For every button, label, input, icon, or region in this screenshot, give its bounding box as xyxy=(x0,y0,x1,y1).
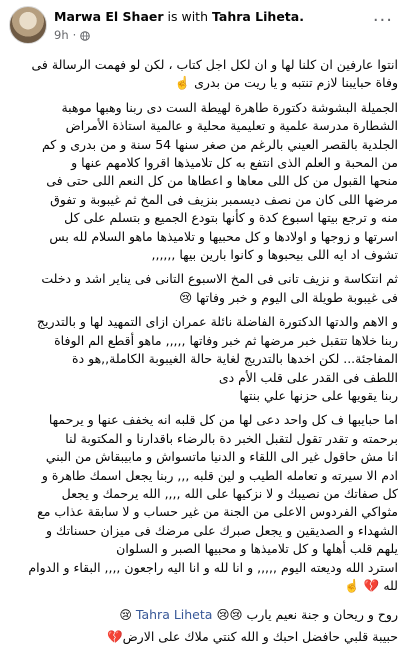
post-paragraph: و الاهم والدتها الدكتورة الفاضلة نائلة عمران ازاى التمهيد لها و بالتدريج ربنا خلاها تتقبل خبر مرضها ثم خبر وفاتها ,,,,, ماهو أقطع الم الوفاة المفاجئة... لكن اخدها بالتدريج لغاية حالة الغيبوبة الكاملة,,هو دة اللطف فى القدر على قلب الأم دى ربنا يقويها على حزنها علي بنتها xyxy=(36,314,398,403)
tagged-user[interactable]: Tahra Liheta. xyxy=(211,9,304,24)
post-paragraph: اما حبايبها ف كل واحد دعى لها من كل قلبه انه يخفف عنها و يرحمها برحمته و تقدر تقول لتقبل الخبر دة بالرضاء باقدارنا و المكتوبة لنا انا مش حاقول غير الى اللقاء و الدنيا ماتسواش و مابيبقاش من البني ادم الا سيرته و تعامله الطيب و لين قلبه ,,, ربنا يجعل اسمك طاهرة و كل صفاتك من نصيبك و لا نزكيها على الله ,,,, الله يرحمك و يجعل مثواكي الفردوس الاعلى من الجنة من غير حساب و لا سابقة عذاب مع الشهداء و الصديقين و يجعل صبرك على مرضك فى ميزان حسناتك و يلهم قلب أهلها و كل تلاميذها و محبيها الصبر و السلوان استرد الله وديعته اليوم ,,,,, و انا لله و انا اليه راجعون ,,,, البقاء و الدوام لله 💔 ☝️ xyxy=(28,412,398,593)
mention-link[interactable]: Tahra Liheta xyxy=(135,607,213,622)
globe-icon xyxy=(80,30,90,40)
post-header xyxy=(0,0,405,54)
more-options-icon[interactable]: ··· xyxy=(372,10,393,31)
author-line xyxy=(54,9,304,24)
post-paragraph: ثم انتكاسة و نزيف تانى فى المخ الاسبوع التانى فى يناير اشد و دخلت فى غيبوبة طويلة الى اليوم و خبر وفاتها 😢 xyxy=(41,271,398,305)
comment-text: روح و ريحان و جنة نعيم يارب 😢😢 xyxy=(216,607,398,622)
post-time[interactable]: 9h xyxy=(54,28,69,42)
comment-text: حبيبة قلبي حافضل احبك و الله كنتي ملاك على الارض💔 xyxy=(107,629,398,644)
with-connector: is with xyxy=(167,9,208,24)
author-name[interactable]: Marwa El Shaer xyxy=(54,9,164,24)
post-paragraph: انتوا عارفين ان كلنا لها و ان لكل اجل كتاب ، لكن لو فهمت الرسالة فى وفاة حبايبنا لازم تنتبه و يا ريت من بدرى ☝️ xyxy=(31,57,398,91)
post-meta xyxy=(54,28,90,42)
comment-line xyxy=(6,606,398,624)
post-text xyxy=(6,56,398,595)
crying-emoji: 😢 xyxy=(119,608,132,622)
meta-dot: · xyxy=(72,28,77,42)
author-avatar[interactable] xyxy=(9,6,47,44)
comment-line xyxy=(6,628,398,646)
post-paragraph: الجميلة البشوشة دكتورة طاهرة لهيطة الست دى ربنا وهبها موهبة الشطارة مدرسة علمية و تعليمية محلية و عالمية استاذة الأمراض الجلدية بالقصر العيني بالرغم من صغر سنها 54 سنة و من بدرى و كم من المحبة و العلم الذى انتفع به كل تلاميذها اقروا كلامهم عنها و منحها القبول من كل اللى معاها و اعطاها من كل النعم اللى حتى فى مرضها اللى كان من نصف ديسمبر بنزيف فى المخ ثم غيبوبة و تفوق منه و ترجع بيتها اسبوع كدة و كأنها بتودع الجميع و بتسلم على كل اسرتها و زوجها و اولادها و كل محبيها و تلاميذها ماهو السلام لله بس تشوف اد ايه اللى بيحبوها و كانوا بارين بيها ,,,,,, xyxy=(41,99,398,263)
